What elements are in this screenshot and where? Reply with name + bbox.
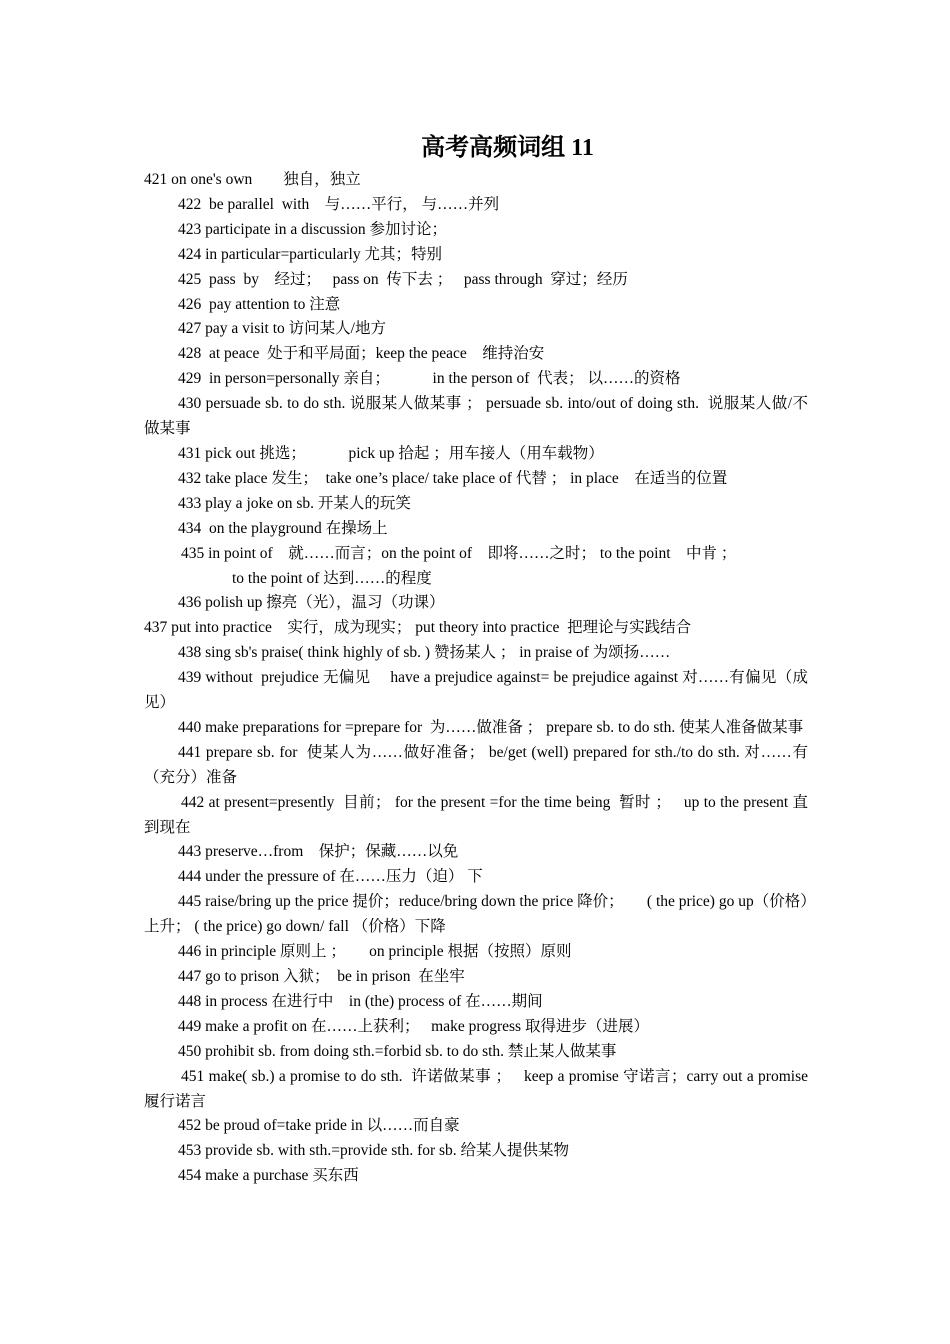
list-item: 452 be proud of=take pride in 以……而自豪 [178,1117,460,1135]
list-item: 449 make a profit on 在……上获利； make progress 取得进步（进展） [178,1017,649,1035]
list-item: 432 take place 发生； take one’s place/ take place of 代替 ； in place 在适当的位置 [178,469,728,487]
list-item: 428 at peace 处于和平局面；keep the peace 维持治安 [178,345,545,363]
list-item: 445 raise/bring up the price 提价；reduce/bring down the price 降价； ( the price) go up（价格）上升； ( the price) go down/ fall （价格）下降 [144,893,808,936]
list-item-continuation: to the point of 达到……的程度 [232,569,432,587]
list-item: 439 without prejudice 无偏见 have a prejudice against= be prejudice against 对……有偏见（成见） [144,669,808,712]
list-item: 451 make( sb.) a promise to do sth. 许诺做某事 ； keep a promise 守诺言；carry out a promise 履行诺言 [144,1067,812,1110]
list-item: 425 pass by 经过； pass on 传下去 ； pass through 穿过；经历 [178,270,628,288]
list-item: 438 sing sb's praise( think highly of sb. ) 赞扬某人 ； in praise of 为颂扬…… [178,644,671,662]
list-item: 454 make a purchase 买东西 [178,1167,359,1185]
page-title: 高考高频词组 11 [421,135,594,161]
list-item: 421 on one's own 独自，独立 [144,171,361,188]
list-item: 444 under the pressure of 在……压力（迫） 下 [178,868,483,886]
list-item: 427 pay a visit to 访问某人/地方 [178,320,386,338]
list-item: 437 put into practice 实行，成为现实； put theory into practice 把理论与实践结合 [144,619,692,637]
list-item: 446 in principle 原则上 ； on principle 根据（按照）原则 [178,943,572,961]
document-page [144,128,812,1189]
list-item: 424 in particular=particularly 尤其；特别 [178,245,442,263]
phrase-list [144,168,812,1189]
list-item: 442 at present=presently 目前； for the present =for the time being 暂时 ； up to the present 直到现在 [144,793,808,836]
list-item: 423 participate in a discussion 参加讨论； [178,220,448,238]
list-item: 450 prohibit sb. from doing sth.=forbid sb. to do sth. 禁止某人做某事 [178,1042,617,1060]
list-item: 426 pay attention to 注意 [178,295,341,313]
list-item: 422 be parallel with 与……平行， 与……并列 [178,195,500,213]
list-item: 443 preserve…from 保护；保藏……以免 [178,843,459,861]
list-item: 435 in point of 就……而言；on the point of 即将……之时； to the point 中肯 ； [181,544,737,562]
list-item: 447 go to prison 入狱； be in prison 在坐牢 [178,968,465,985]
list-item: 441 prepare sb. for 使某人为……做好准备； be/get (well) prepared for sth./to do sth. 对……有（充分）准备 [144,743,808,786]
list-item: 430 persuade sb. to do sth. 说服某人做某事 ； persuade sb. into/out of doing sth. 说服某人做/不做某事 [144,395,808,438]
list-item: 431 pick out 挑选； pick up 拾起 ；用车接人（用车载物） [178,444,604,462]
list-item: 433 play a joke on sb. 开某人的玩笑 [178,494,411,512]
list-item: 453 provide sb. with sth.=provide sth. for sb. 给某人提供某物 [178,1142,570,1160]
list-item: 434 on the playground 在操场上 [178,519,388,537]
list-item: 436 polish up 擦亮（光），温习（功课） [178,594,445,612]
list-item: 429 in person=personally 亲自； in the person of 代表； 以……的资格 [178,370,681,388]
list-item: 440 make preparations for =prepare for 为……做准备 ； prepare sb. to do sth. 使某人准备做某事 [178,718,804,736]
list-item: 448 in process 在进行中 in (the) process of 在……期间 [178,992,543,1010]
